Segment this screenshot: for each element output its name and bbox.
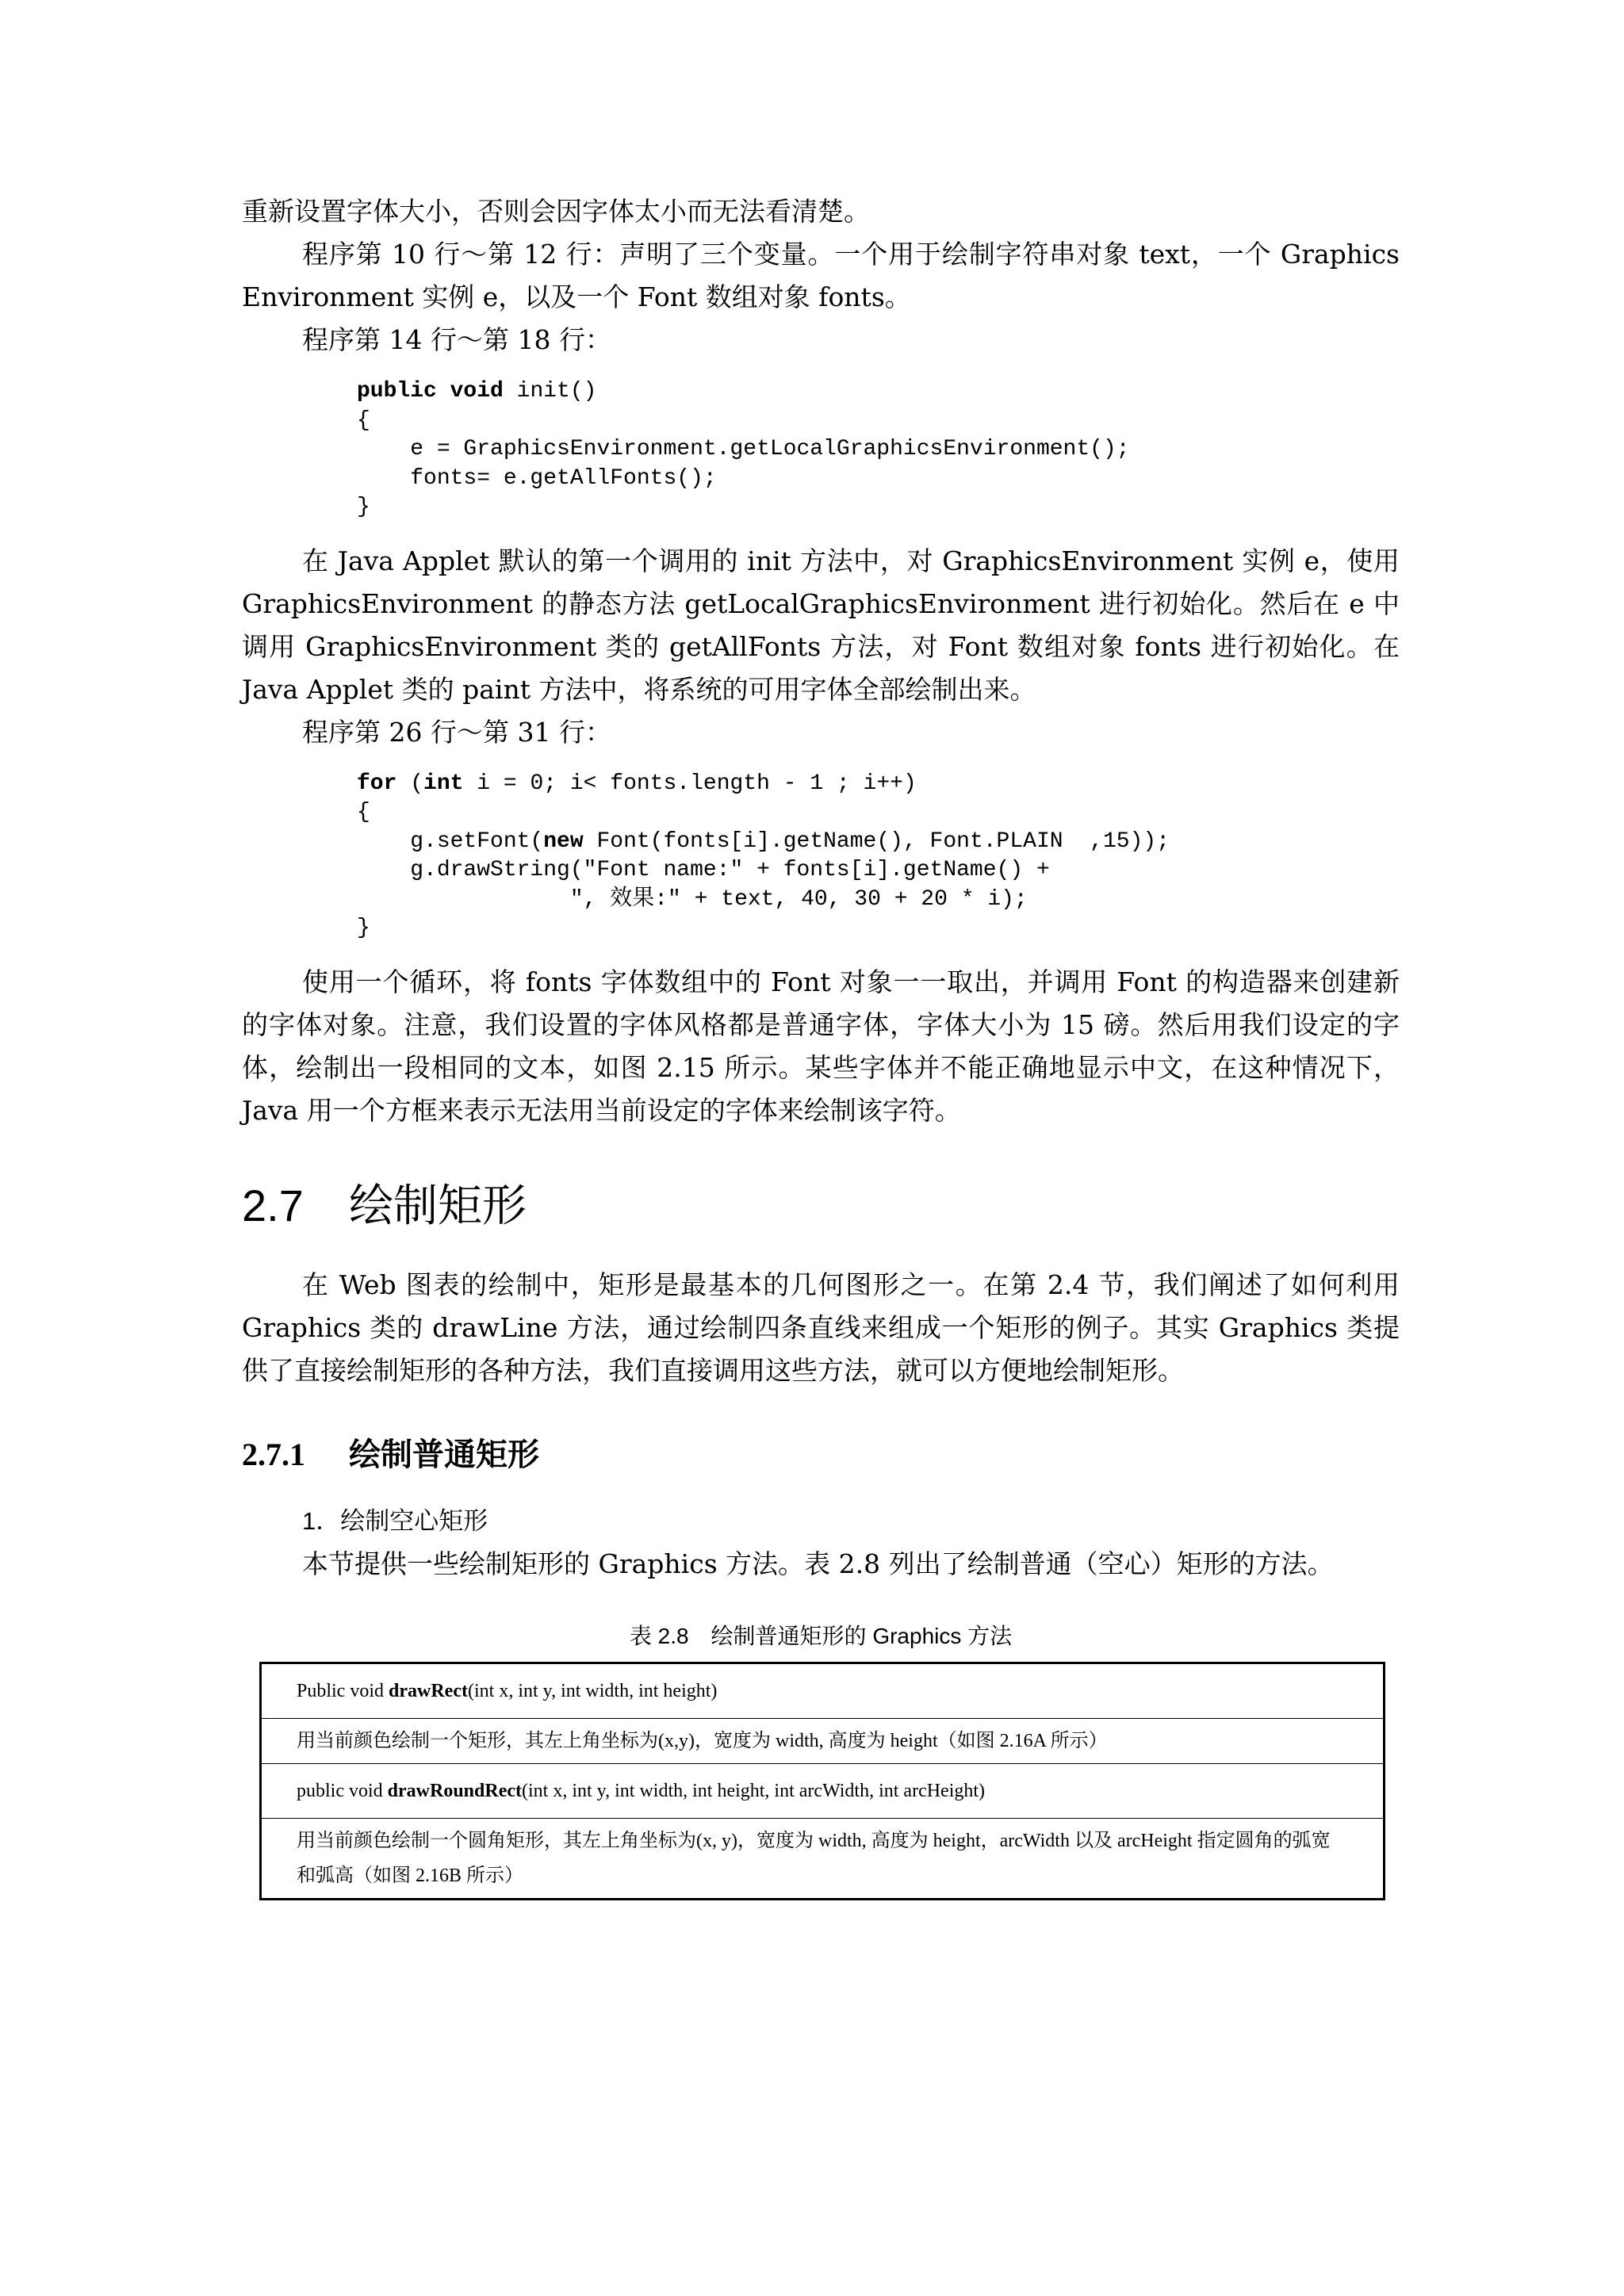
code-line: } — [357, 495, 370, 519]
code-text: g.setFont( — [357, 828, 544, 854]
table-row — [261, 1718, 1385, 1763]
cell-text: (int x, int y, int width, int height, int arcWidth, int arcHeight) — [522, 1780, 986, 1801]
section-paragraph: 在 Web 图表的绘制中，矩形是最基本的几何图形之一。在第 2.4 节，我们阐述了如何利用 Graphics 类的 drawLine 方法，通过绘制四条直线来组成一个矩形的例子。其实 Graphics 类提供了直接绘制矩形的各种方法，我们直接调用这些方法，就可以方便地绘制矩形。 — [242, 1269, 1400, 1386]
methods-table — [259, 1662, 1385, 1900]
table-cell: 用当前颜色绘制一个圆角矩形，其左上角坐标为(x, y)，宽度为 width, 高度为 height，arcWidth 以及 arcHeight 指定圆角的弧宽和弧高（如图 2.16B 所示） — [297, 1830, 1331, 1886]
section-number: 2.7 — [242, 1180, 304, 1230]
subsection-number: 2.7.1 — [242, 1436, 305, 1472]
method-name: drawRect — [389, 1680, 468, 1701]
code-keyword: public void — [357, 379, 504, 404]
code-line: { — [357, 408, 370, 433]
document-page — [242, 190, 1400, 1900]
table-cell: 用当前颜色绘制一个矩形，其左上角坐标为(x,y)，宽度为 width, 高度为 height（如图 2.16A 所示） — [261, 1718, 1385, 1763]
code-keyword: int — [423, 771, 464, 796]
code-block-init — [357, 377, 1400, 522]
cell-text: (int x, int y, int width, int height) — [467, 1680, 718, 1701]
code-text: Font(fonts[i].getName(), Font.PLAIN ,15)); — [583, 828, 1170, 854]
code-keyword: for — [357, 771, 397, 796]
subsection-heading — [242, 1433, 1400, 1476]
subsection-paragraph: 本节提供一些绘制矩形的 Graphics 方法。表 2.8 列出了绘制普通（空心）矩形的方法。 — [302, 1548, 1334, 1579]
code-text: init() — [503, 379, 597, 404]
table-cell — [261, 1663, 1385, 1718]
code-text: i = 0; i< fonts.length - 1 ; i++) — [463, 771, 917, 796]
table-caption: 表 2.8 绘制普通矩形的 Graphics 方法 — [629, 1623, 1013, 1648]
code-block-loop — [357, 770, 1400, 943]
section-title: 绘制矩形 — [349, 1180, 527, 1230]
code-line: { — [357, 800, 370, 825]
code-text: ( — [396, 771, 424, 796]
method-name: drawRoundRect — [387, 1780, 522, 1801]
paragraph-1: 重新设置字体大小，否则会因字体太小而无法看清楚。 — [242, 196, 870, 227]
code-line: g.drawString("Font name:" + fonts[i].getName() + — [357, 858, 1050, 882]
paragraph-4: 在 Java Applet 默认的第一个调用的 init 方法中，对 GraphicsEnvironment 实例 e，使用 GraphicsEnvironment 的静态方法 getLocalGraphicsEnvironment 进行初始化。然后在 e 中调用 GraphicsEnvironment 类的 getAllFonts 方法，对 Font 数组对象 fonts 进行初始化。在 Java Applet 类的 paint 方法中，将系统的可用字体全部绘制出来。 — [242, 545, 1400, 705]
cell-text: public void — [297, 1780, 388, 1801]
code-keyword: new — [543, 828, 584, 854]
section-heading — [242, 1178, 1400, 1234]
code-line: ", 效果:" + text, 40, 30 + 20 * i); — [357, 886, 1028, 912]
paragraph-2: 程序第 10 行～第 12 行：声明了三个变量。一个用于绘制字符串对象 text，一个 Graphics Environment 实例 e，以及一个 Font 数组对象 fonts。 — [242, 239, 1400, 312]
table-row — [261, 1663, 1385, 1718]
paragraph-6: 使用一个循环，将 fonts 字体数组中的 Font 对象一一取出，并调用 Font 的构造器来创建新的字体对象。注意，我们设置的字体风格都是普通字体，字体大小为 15 磅。然后用我们设定的字体，绘制出一段相同的文本，如图 2.15 所示。某些字体并不能正确地显示中文，在这种情况下，Java 用一个方框来表示无法用当前设定的字体来绘制该字符。 — [242, 966, 1400, 1126]
code-line: } — [357, 916, 370, 940]
cell-text: Public void — [297, 1680, 389, 1701]
paragraph-3: 程序第 14 行～第 18 行： — [302, 324, 611, 355]
table-row — [261, 1818, 1385, 1899]
paragraph-5: 程序第 26 行～第 31 行： — [302, 716, 611, 748]
list-item-heading: 1．绘制空心矩形 — [302, 1506, 488, 1535]
table-cell — [261, 1763, 1385, 1818]
table-row — [261, 1763, 1385, 1818]
subsection-title: 绘制普通矩形 — [349, 1437, 539, 1472]
code-line: e = GraphicsEnvironment.getLocalGraphicsEnvironment(); — [357, 437, 1130, 461]
code-line: fonts= e.getAllFonts(); — [357, 465, 717, 491]
